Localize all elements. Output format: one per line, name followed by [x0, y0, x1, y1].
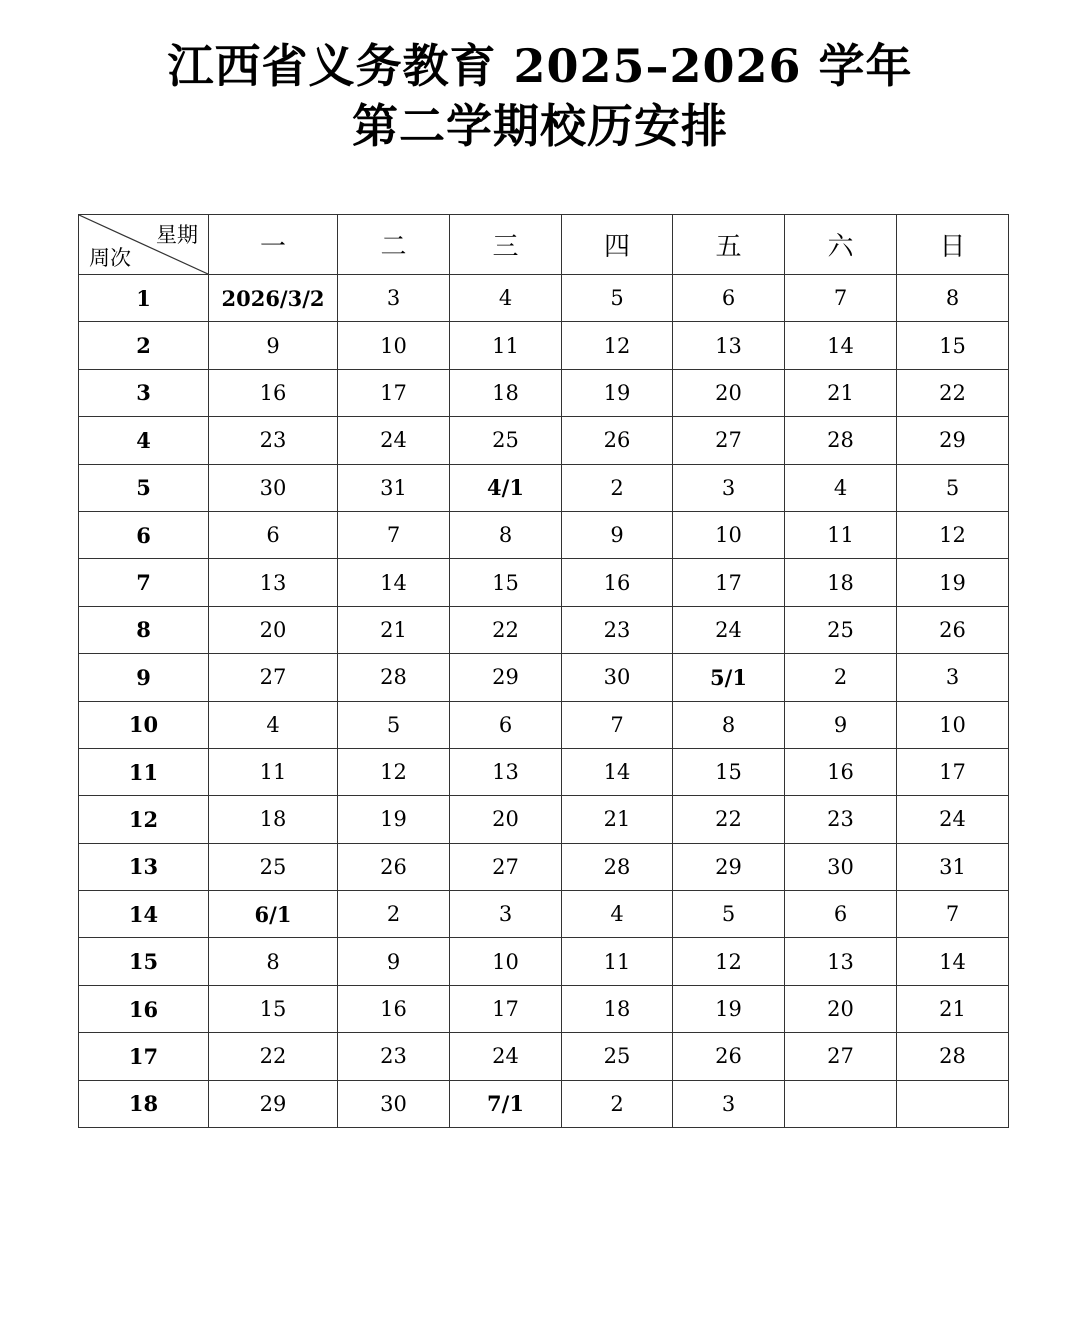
date-cell: 20 — [209, 606, 338, 653]
date-cell: 31 — [897, 843, 1009, 890]
date-cell: 27 — [450, 843, 562, 890]
date-cell: 20 — [673, 369, 785, 416]
date-cell: 15 — [673, 748, 785, 795]
date-cell: 2026/3/2 — [209, 275, 338, 322]
week-row — [79, 748, 1009, 795]
date-cell: 16 — [562, 559, 673, 606]
date-cell: 26 — [673, 1033, 785, 1080]
date-cell: 7 — [338, 511, 450, 558]
date-cell: 7 — [785, 275, 897, 322]
week-number: 4 — [79, 417, 209, 464]
week-row — [79, 369, 1009, 416]
document-title: 江西省义务教育 2025–2026 学年 — [167, 39, 913, 93]
week-row — [79, 417, 1009, 464]
day-header: 日 — [897, 215, 1009, 275]
date-cell: 3 — [673, 1080, 785, 1127]
date-cell: 4/1 — [450, 464, 562, 511]
date-cell: 3 — [673, 464, 785, 511]
date-cell: 4 — [450, 275, 562, 322]
date-cell: 12 — [673, 938, 785, 985]
date-cell: 13 — [785, 938, 897, 985]
date-cell: 25 — [450, 417, 562, 464]
date-cell: 30 — [209, 464, 338, 511]
corner-label-weekday: 星期 — [156, 223, 198, 247]
week-number: 2 — [79, 322, 209, 369]
date-cell: 26 — [338, 843, 450, 890]
date-cell: 9 — [562, 511, 673, 558]
date-cell: 30 — [562, 654, 673, 701]
date-cell: 27 — [785, 1033, 897, 1080]
date-cell: 22 — [450, 606, 562, 653]
week-number: 7 — [79, 559, 209, 606]
date-cell: 18 — [450, 369, 562, 416]
date-cell: 14 — [785, 322, 897, 369]
week-row — [79, 322, 1009, 369]
date-cell: 6/1 — [209, 891, 338, 938]
date-cell: 10 — [450, 938, 562, 985]
date-cell: 21 — [562, 796, 673, 843]
date-cell: 6 — [785, 891, 897, 938]
day-header: 三 — [450, 215, 562, 275]
date-cell: 15 — [209, 985, 338, 1032]
date-cell: 28 — [338, 654, 450, 701]
date-cell: 19 — [673, 985, 785, 1032]
date-cell: 11 — [450, 322, 562, 369]
date-cell — [785, 1080, 897, 1127]
date-cell: 4 — [785, 464, 897, 511]
date-cell: 7 — [897, 891, 1009, 938]
date-cell: 20 — [785, 985, 897, 1032]
date-cell — [897, 1080, 1009, 1127]
week-row — [79, 938, 1009, 985]
date-cell: 27 — [209, 654, 338, 701]
calendar-table — [78, 214, 1009, 1128]
date-cell: 5 — [338, 701, 450, 748]
date-cell: 2 — [562, 1080, 673, 1127]
date-cell: 10 — [673, 511, 785, 558]
week-row — [79, 606, 1009, 653]
week-number: 10 — [79, 701, 209, 748]
date-cell: 8 — [209, 938, 338, 985]
date-cell: 11 — [562, 938, 673, 985]
date-cell: 18 — [785, 559, 897, 606]
day-header: 二 — [338, 215, 450, 275]
date-cell: 19 — [338, 796, 450, 843]
date-cell: 7 — [562, 701, 673, 748]
date-cell: 23 — [562, 606, 673, 653]
date-cell: 24 — [338, 417, 450, 464]
date-cell: 24 — [673, 606, 785, 653]
date-cell: 13 — [450, 748, 562, 795]
date-cell: 8 — [897, 275, 1009, 322]
week-row — [79, 1080, 1009, 1127]
date-cell: 11 — [785, 511, 897, 558]
date-cell: 23 — [209, 417, 338, 464]
date-cell: 15 — [450, 559, 562, 606]
date-cell: 16 — [338, 985, 450, 1032]
date-cell: 2 — [785, 654, 897, 701]
date-cell: 4 — [209, 701, 338, 748]
date-cell: 29 — [673, 843, 785, 890]
date-cell: 11 — [209, 748, 338, 795]
week-row — [79, 654, 1009, 701]
date-cell: 19 — [897, 559, 1009, 606]
week-row — [79, 701, 1009, 748]
date-cell: 19 — [562, 369, 673, 416]
week-number: 5 — [79, 464, 209, 511]
date-cell: 5 — [673, 891, 785, 938]
date-cell: 20 — [450, 796, 562, 843]
date-cell: 13 — [673, 322, 785, 369]
week-number: 17 — [79, 1033, 209, 1080]
date-cell: 26 — [897, 606, 1009, 653]
date-cell: 26 — [562, 417, 673, 464]
date-cell: 28 — [897, 1033, 1009, 1080]
date-cell: 4 — [562, 891, 673, 938]
week-number: 6 — [79, 511, 209, 558]
date-cell: 25 — [785, 606, 897, 653]
date-cell: 6 — [673, 275, 785, 322]
date-cell: 14 — [338, 559, 450, 606]
date-cell: 17 — [338, 369, 450, 416]
date-cell: 25 — [562, 1033, 673, 1080]
week-number: 18 — [79, 1080, 209, 1127]
date-cell: 3 — [450, 891, 562, 938]
date-cell: 24 — [897, 796, 1009, 843]
date-cell: 23 — [338, 1033, 450, 1080]
date-cell: 5 — [897, 464, 1009, 511]
week-number: 3 — [79, 369, 209, 416]
date-cell: 2 — [562, 464, 673, 511]
week-row — [79, 275, 1009, 322]
week-row — [79, 559, 1009, 606]
calendar-body — [79, 215, 1009, 1128]
date-cell: 29 — [450, 654, 562, 701]
date-cell: 23 — [785, 796, 897, 843]
date-cell: 21 — [338, 606, 450, 653]
date-cell: 12 — [897, 511, 1009, 558]
week-row — [79, 843, 1009, 890]
date-cell: 25 — [209, 843, 338, 890]
week-number: 15 — [79, 938, 209, 985]
date-cell: 13 — [209, 559, 338, 606]
date-cell: 15 — [897, 322, 1009, 369]
date-cell: 12 — [338, 748, 450, 795]
date-cell: 12 — [562, 322, 673, 369]
document-subtitle: 第二学期校历安排 — [352, 99, 728, 153]
date-cell: 8 — [450, 511, 562, 558]
date-cell: 9 — [209, 322, 338, 369]
date-cell: 22 — [673, 796, 785, 843]
date-cell: 9 — [338, 938, 450, 985]
date-cell: 31 — [338, 464, 450, 511]
week-number: 11 — [79, 748, 209, 795]
date-cell: 9 — [785, 701, 897, 748]
date-cell: 22 — [897, 369, 1009, 416]
day-header: 一 — [209, 215, 338, 275]
date-cell: 28 — [785, 417, 897, 464]
week-number: 9 — [79, 654, 209, 701]
corner-label-week: 周次 — [89, 246, 131, 270]
date-cell: 21 — [785, 369, 897, 416]
week-row — [79, 985, 1009, 1032]
date-cell: 27 — [673, 417, 785, 464]
date-cell: 16 — [785, 748, 897, 795]
date-cell: 30 — [785, 843, 897, 890]
week-row — [79, 796, 1009, 843]
week-number: 8 — [79, 606, 209, 653]
week-number: 14 — [79, 891, 209, 938]
date-cell: 8 — [673, 701, 785, 748]
date-cell: 14 — [562, 748, 673, 795]
week-row — [79, 891, 1009, 938]
week-number: 13 — [79, 843, 209, 890]
header-row — [79, 215, 1009, 275]
corner-cell — [79, 215, 209, 275]
week-number: 16 — [79, 985, 209, 1032]
week-number: 12 — [79, 796, 209, 843]
date-cell: 3 — [897, 654, 1009, 701]
date-cell: 29 — [209, 1080, 338, 1127]
date-cell: 30 — [338, 1080, 450, 1127]
date-cell: 17 — [450, 985, 562, 1032]
date-cell: 2 — [338, 891, 450, 938]
date-cell: 29 — [897, 417, 1009, 464]
date-cell: 17 — [673, 559, 785, 606]
date-cell: 3 — [338, 275, 450, 322]
date-cell: 14 — [897, 938, 1009, 985]
date-cell: 17 — [897, 748, 1009, 795]
date-cell: 18 — [209, 796, 338, 843]
date-cell: 7/1 — [450, 1080, 562, 1127]
date-cell: 5/1 — [673, 654, 785, 701]
date-cell: 16 — [209, 369, 338, 416]
day-header: 六 — [785, 215, 897, 275]
date-cell: 6 — [450, 701, 562, 748]
week-row — [79, 511, 1009, 558]
day-header: 五 — [673, 215, 785, 275]
date-cell: 24 — [450, 1033, 562, 1080]
date-cell: 5 — [562, 275, 673, 322]
date-cell: 10 — [338, 322, 450, 369]
week-row — [79, 1033, 1009, 1080]
date-cell: 28 — [562, 843, 673, 890]
date-cell: 10 — [897, 701, 1009, 748]
week-number: 1 — [79, 275, 209, 322]
date-cell: 22 — [209, 1033, 338, 1080]
day-header: 四 — [562, 215, 673, 275]
date-cell: 18 — [562, 985, 673, 1032]
date-cell: 6 — [209, 511, 338, 558]
week-row — [79, 464, 1009, 511]
date-cell: 21 — [897, 985, 1009, 1032]
